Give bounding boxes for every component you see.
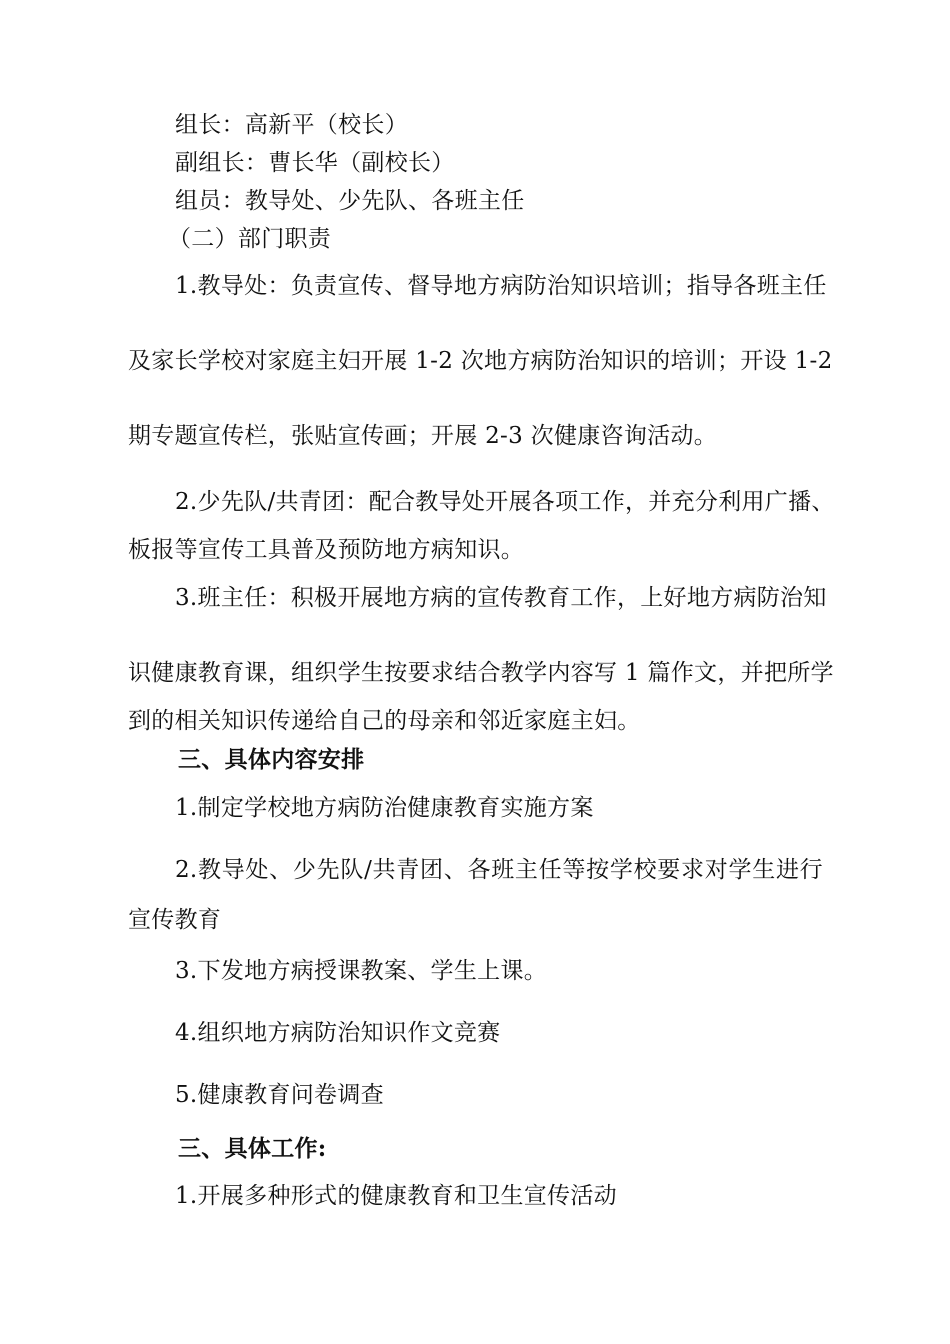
duty-3-line-1: 3.班主任：积极开展地方病的宣传教育工作，上好地方病防治知	[175, 585, 827, 611]
arrangement-item-5: 5.健康教育问卷调查	[175, 1082, 384, 1108]
group-deputy: 副组长：曹长华（副校长）	[175, 150, 455, 176]
duty-1-line-3: 期专题宣传栏，张贴宣传画；开展 2-3 次健康咨询活动。	[128, 423, 718, 449]
duty-2-line-1: 2.少先队/共青团：配合教导处开展各项工作，并充分利用广播、	[175, 489, 835, 515]
duty-1-line-1: 1.教导处：负责宣传、督导地方病防治知识培训；指导各班主任	[175, 273, 827, 299]
arrangement-heading: 三、具体内容安排	[178, 746, 365, 773]
work-item-1: 1.开展多种形式的健康教育和卫生宣传活动	[175, 1183, 617, 1209]
arrangement-item-2-line-2: 宣传教育	[128, 907, 222, 933]
arrangement-item-3: 3.下发地方病授课教案、学生上课。	[175, 958, 548, 984]
duty-1-line-2: 及家长学校对家庭主妇开展 1-2 次地方病防治知识的培训；开设 1-2	[128, 348, 833, 374]
duties-heading: （二）部门职责	[168, 226, 332, 252]
group-leader: 组长：高新平（校长）	[175, 112, 408, 138]
duty-3-line-2: 识健康教育课，组织学生按要求结合教学内容写 1 篇作文，并把所学	[128, 660, 834, 686]
arrangement-item-1: 1.制定学校地方病防治健康教育实施方案	[175, 795, 594, 821]
arrangement-item-2-line-1: 2.教导处、少先队/共青团、各班主任等按学校要求对学生进行	[175, 857, 823, 883]
duty-2-line-2: 板报等宣传工具普及预防地方病知识。	[128, 537, 525, 563]
group-members: 组员：教导处、少先队、各班主任	[175, 188, 525, 214]
arrangement-item-4: 4.组织地方病防治知识作文竞赛	[175, 1020, 501, 1046]
work-heading: 三、具体工作:	[178, 1135, 327, 1162]
duty-3-line-3: 到的相关知识传递给自己的母亲和邻近家庭主妇。	[128, 708, 641, 734]
